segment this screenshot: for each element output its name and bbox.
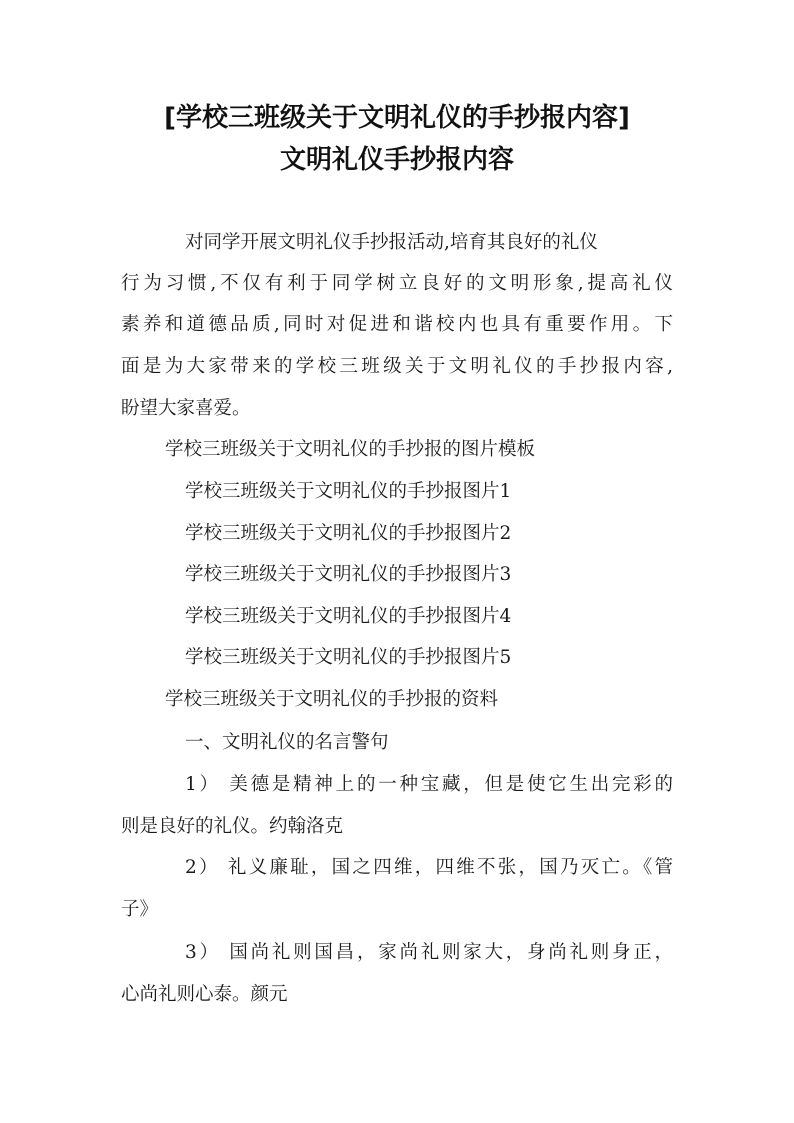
intro-line: 面是为大家带来的学校三班级关于文明礼仪的手抄报内容, <box>121 356 673 377</box>
quote-line: 3） 国尚礼则国昌，家尚礼则家大，身尚礼则身正， <box>185 942 673 963</box>
picture-item: 学校三班级关于文明礼仪的手抄报图片1 <box>185 481 512 502</box>
picture-item: 学校三班级关于文明礼仪的手抄报图片5 <box>185 647 512 668</box>
picture-item: 学校三班级关于文明礼仪的手抄报图片3 <box>185 564 512 585</box>
material-heading: 学校三班级关于文明礼仪的手抄报的资料 <box>165 689 499 710</box>
quote-line: 1） 美德是精神上的一种宝藏，但是使它生出完彩的 <box>185 774 673 795</box>
section-heading: 一、文明礼仪的名言警句 <box>185 732 389 753</box>
template-heading: 学校三班级关于文明礼仪的手抄报的图片模板 <box>165 439 536 460</box>
intro-line: 行为习惯,不仅有利于同学树立良好的文明形象,提高礼仪 <box>121 273 673 294</box>
picture-item: 学校三班级关于文明礼仪的手抄报图片2 <box>185 523 512 544</box>
picture-item: 学校三班级关于文明礼仪的手抄报图片4 <box>185 606 512 627</box>
quote-line: 则是良好的礼仪。约翰洛克 <box>121 816 344 837</box>
intro-line: 盼望大家喜爱。 <box>121 398 251 419</box>
intro-line: 对同学开展文明礼仪手抄报活动,培育其良好的礼仪 <box>185 232 598 253</box>
quote-line: 子》 <box>121 899 159 920</box>
quote-line: 2） 礼义廉耻，国之四维，四维不张，国乃灭亡。《管 <box>185 857 673 878</box>
intro-line: 素养和道德品质,同时对促进和谐校内也具有重要作用。下 <box>121 314 673 335</box>
quote-line: 心尚礼则心泰。颜元 <box>121 984 288 1005</box>
document-subtitle: 文明礼仪手抄报内容 <box>279 145 514 175</box>
document-title: [学校三班级关于文明礼仪的手抄报内容] <box>164 103 630 133</box>
